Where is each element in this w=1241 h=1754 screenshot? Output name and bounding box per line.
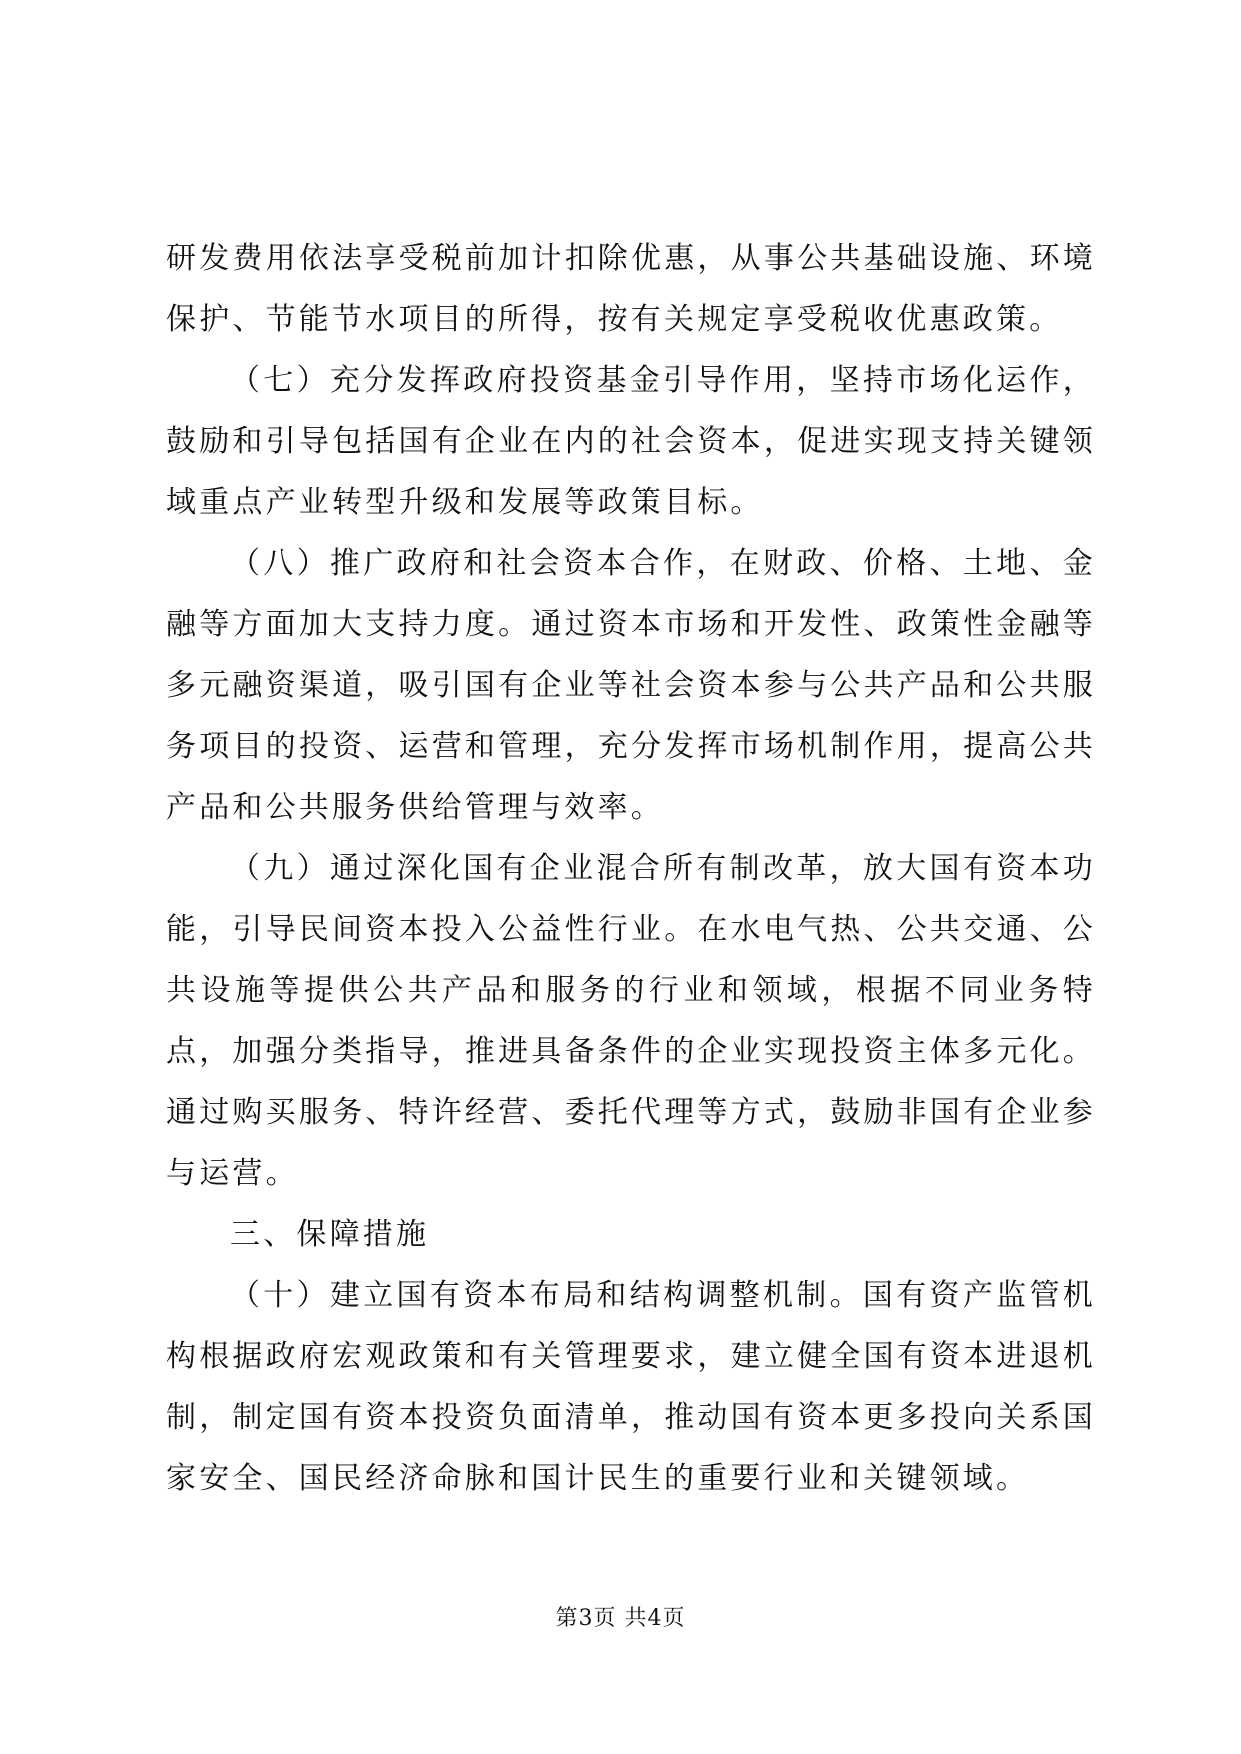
paragraph-continued: 研发费用依法享受税前加计扣除优惠，从事公共基础设施、环境保护、节能节水项目的所得，按有关规定享受税收优惠政策。 [166,241,1096,337]
paragraph-item-10: （十）建立国有资本布局和结构调整机制。国有资产监管机构根据政府宏观政策和有关管理要求，建立健全国有资本进退机制，制定国有资本投资负面清单，推动国有资本更多投向关系国家安全、国民经济命脉和国计民生的重要行业和关键领域。 [166,1278,1096,1496]
document-body [166,228,1096,1509]
paragraph-item-8: （八）推广政府和社会资本合作，在财政、价格、土地、金融等方面加大支持力度。通过资本市场和开发性、政策性金融等多元融资渠道，吸引国有企业等社会资本参与公共产品和公共服务项目的投资、运营和管理，充分发挥市场机制作用，提高公共产品和公共服务供给管理与效率。 [166,546,1096,825]
paragraph-item-9: （九）通过深化国有企业混合所有制改革，放大国有资本功能，引导民间资本投入公益性行业。在水电气热、公共交通、公共设施等提供公共产品和服务的行业和领域，根据不同业务特点，加强分类指导，推进具备条件的企业实现投资主体多元化。通过购买服务、特许经营、委托代理等方式，鼓励非国有企业参与运营。 [166,851,1096,1191]
section-heading: 三、保障措施 [230,1217,430,1252]
page-footer: 第3页 共4页 [555,1606,686,1631]
paragraph-item-7: （七）充分发挥政府投资基金引导作用，坚持市场化运作，鼓励和引导包括国有企业在内的社会资本，促进实现支持关键领域重点产业转型升级和发展等政策目标。 [166,363,1096,520]
